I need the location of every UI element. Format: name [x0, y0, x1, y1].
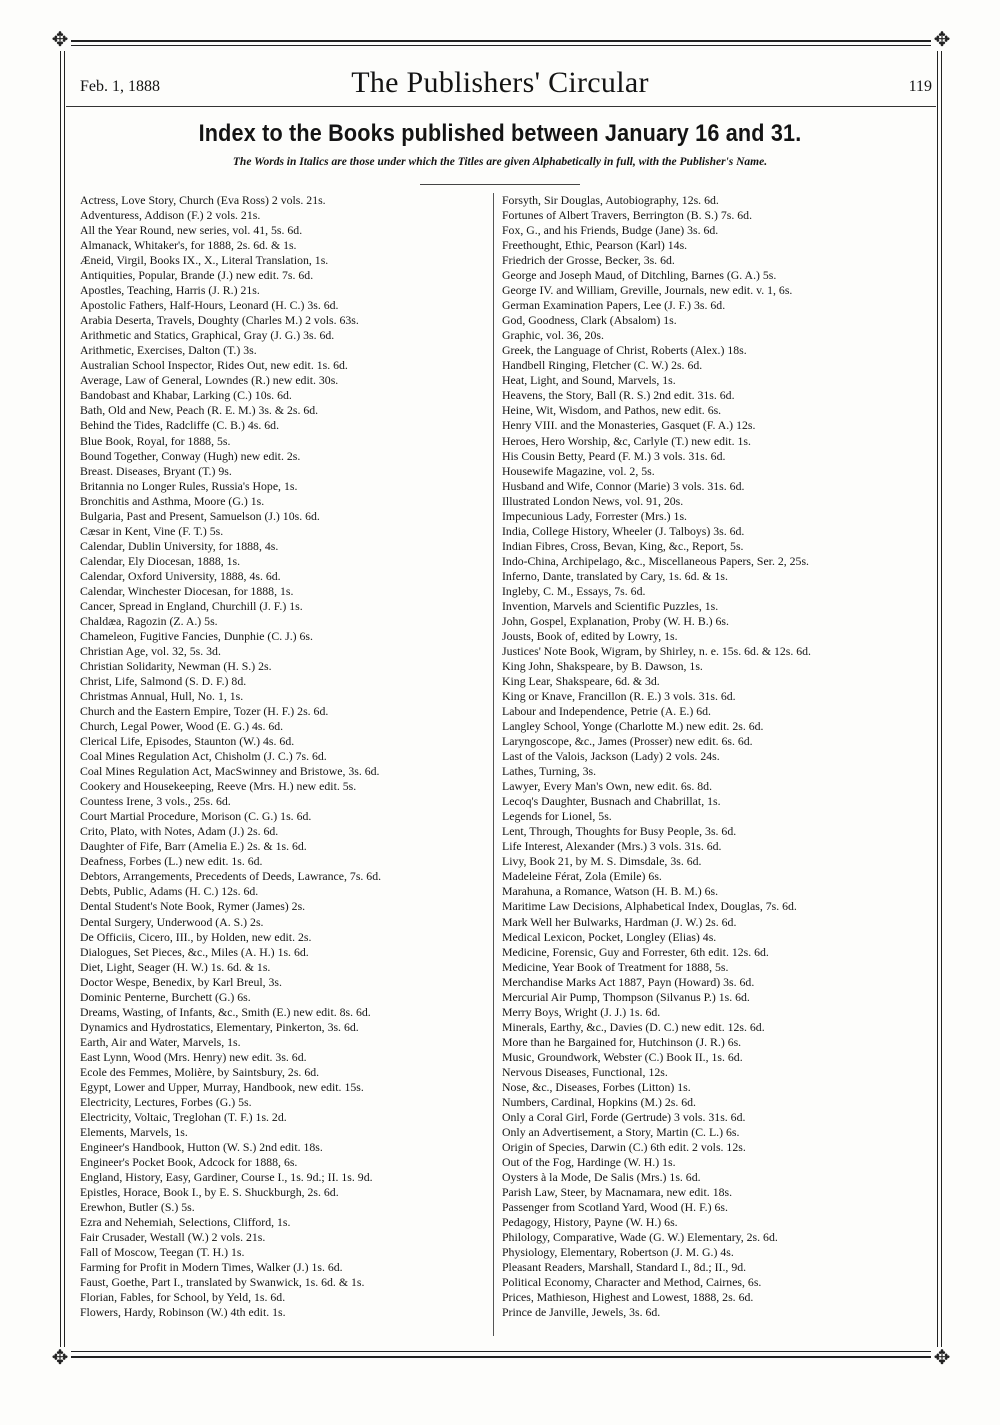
index-entry: Average, Law of General, Lowndes (R.) new edit. 30s. [80, 373, 339, 388]
index-entry: Labour and Independence, Petrie (A. E.) 6d. [502, 704, 711, 719]
index-entry: Political Economy, Character and Method, Cairnes, 6s. [502, 1275, 762, 1290]
corner-ornament-icon: ✥ [931, 1347, 953, 1369]
index-entry: Australian School Inspector, Rides Out, new edit. 1s. 6d. [80, 358, 348, 373]
index-entry: Bath, Old and New, Peach (R. E. M.) 3s. & 2s. 6d. [80, 403, 319, 418]
index-entry: Almanack, Whitaker's, for 1888, 2s. 6d. & 1s. [80, 238, 297, 253]
index-entry: Nervous Diseases, Functional, 12s. [502, 1064, 668, 1079]
index-entry: Freethought, Ethic, Pearson (Karl) 14s. [502, 238, 688, 253]
index-entry: East Lynn, Wood (Mrs. Henry) new edit. 3s. 6d. [80, 1049, 307, 1064]
index-entry: Coal Mines Regulation Act, Chisholm (J. C.) 7s. 6d. [80, 749, 327, 764]
index-entry: Bulgaria, Past and Present, Samuelson (J.) 10s. 6d. [80, 508, 320, 523]
index-entry: Bronchitis and Asthma, Moore (G.) 1s. [80, 493, 265, 508]
index-entry: Apostles, Teaching, Harris (J. R.) 21s. [80, 283, 260, 298]
index-entry: Arithmetic and Statics, Graphical, Gray (J. G.) 3s. 6d. [80, 328, 335, 343]
index-entry: Livy, Book 21, by M. S. Dimsdale, 3s. 6d. [502, 854, 702, 869]
index-entry: Chameleon, Fugitive Fancies, Dunphie (C. J.) 6s. [80, 628, 313, 643]
index-entry: India, College History, Wheeler (J. Talboys) 3s. 6d. [502, 523, 745, 538]
index-entry: Parish Law, Steer, by Macnamara, new edit. 18s. [502, 1185, 733, 1200]
index-entry: Heine, Wit, Wisdom, and Pathos, new edit. 6s. [502, 403, 722, 418]
index-entry: Church, Legal Power, Wood (E. G.) 4s. 6d. [80, 719, 284, 734]
index-entry: Minerals, Earthy, &c., Davies (D. C.) new edit. 12s. 6d. [502, 1019, 765, 1034]
index-entry: Heavens, the Story, Ball (R. S.) 2nd edit. 31s. 6d. [502, 388, 735, 403]
index-entry: More than he Bargained for, Hutchinson (J. R.) 6s. [502, 1034, 742, 1049]
index-entry: Mercurial Air Pump, Thompson (Silvanus P.) 1s. 6d. [502, 989, 750, 1004]
index-entry: Dynamics and Hydrostatics, Elementary, Pinkerton, 3s. 6d. [80, 1019, 359, 1034]
index-entry: Arabia Deserta, Travels, Doughty (Charles M.) 2 vols. 63s. [80, 313, 359, 328]
index-entry: Medicine, Year Book of Treatment for 1888, 5s. [502, 959, 729, 974]
index-entry: Cookery and Housekeeping, Reeve (Mrs. H.) new edit. 5s. [80, 779, 357, 794]
index-entry: Heroes, Hero Worship, &c, Carlyle (T.) new edit. 1s. [502, 433, 751, 448]
index-entry: Electricity, Voltaic, Treglohan (T. F.) 1s. 2d. [80, 1109, 287, 1124]
index-entry: Friedrich der Grosse, Becker, 3s. 6d. [502, 253, 675, 268]
index-entry: Faust, Goethe, Part I., translated by Swanwick, 1s. 6d. & 1s. [80, 1275, 365, 1290]
index-entry: Breast. Diseases, Bryant (T.) 9s. [80, 463, 232, 478]
index-entry: Only an Advertisement, a Story, Martin (C. L.) 6s. [502, 1124, 740, 1139]
index-entry: Deafness, Forbes (L.) new edit. 1s. 6d. [80, 854, 263, 869]
index-entry: Handbell Ringing, Fletcher (C. W.) 2s. 6d. [502, 358, 703, 373]
corner-ornament-icon: ✥ [49, 29, 71, 51]
index-entry: Arithmetic, Exercises, Dalton (T.) 3s. [80, 343, 257, 358]
index-entry: Fortunes of Albert Travers, Berrington (B. S.) 7s. 6d. [502, 208, 753, 223]
index-entry: Medicine, Forensic, Guy and Forrester, 6th edit. 12s. 6d. [502, 944, 769, 959]
index-entry: Pleasant Readers, Marshall, Standard I., 8d.; II., 9d. [502, 1260, 747, 1275]
border-top-inner-rule [60, 45, 942, 46]
index-entry: King John, Shakspeare, by B. Dawson, 1s. [502, 658, 703, 673]
index-entry: Medical Lexicon, Pocket, Longley (Elias) 4s. [502, 929, 717, 944]
index-entry: Crito, Plato, with Notes, Adam (J.) 2s. 6d. [80, 824, 279, 839]
index-entry: Illustrated London News, vol. 91, 20s. [502, 493, 684, 508]
index-entry: Jousts, Book of, edited by Lowry, 1s. [502, 628, 678, 643]
issue-date: Feb. 1, 1888 [80, 78, 160, 95]
border-top-rule [60, 40, 942, 42]
index-entry: Debtors, Arrangements, Precedents of Deeds, Lawrance, 7s. 6d. [80, 869, 382, 884]
index-entry: Inferno, Dante, translated by Cary, 1s. 6d. & 1s. [502, 568, 728, 583]
index-entry: Court Martial Procedure, Morison (C. G.) 1s. 6d. [80, 809, 312, 824]
index-entry: Apostolic Fathers, Half-Hours, Leonard (H. C.) 3s. 6d. [80, 298, 339, 313]
index-entry: Philology, Comparative, Wade (G. W.) Elementary, 2s. 6d. [502, 1230, 778, 1245]
index-entry: Life Interest, Alexander (Mrs.) 3 vols. 31s. 6d. [502, 839, 722, 854]
border-right-rule [941, 40, 942, 1358]
index-entry: Egypt, Lower and Upper, Murray, Handbook, new edit. 15s. [80, 1079, 364, 1094]
index-entry: Indo-China, Archipelago, &c., Miscellaneous Papers, Ser. 2, 25s. [502, 553, 809, 568]
index-entry: Merchandise Marks Act 1887, Payn (Howard) 3s. 6d. [502, 974, 755, 989]
index-entry: Prince de Janville, Jewels, 3s. 6d. [502, 1305, 661, 1320]
column-divider [493, 193, 494, 1336]
index-entry: Heat, Light, and Sound, Marvels, 1s. [502, 373, 676, 388]
index-entry: King Lear, Shakspeare, 6d. & 3d. [502, 674, 660, 688]
index-entry: Earth, Air and Water, Marvels, 1s. [80, 1034, 241, 1049]
index-entry: Henry VIII. and the Monasteries, Gasquet (F. A.) 12s. [502, 418, 756, 433]
index-entry: Diet, Light, Seager (H. W.) 1s. 6d. & 1s. [80, 959, 271, 974]
border-bottom-rule [60, 1356, 942, 1358]
index-entry: George and Joseph Maud, of Ditchling, Barnes (G. A.) 5s. [502, 268, 777, 283]
index-entry: Prices, Mathieson, Highest and Lowest, 1888, 2s. 6d. [502, 1290, 754, 1305]
index-entry: Florian, Fables, for School, by Yeld, 1s. 6d. [80, 1290, 286, 1305]
index-heading: Index to the Books published between January 16 and 31. [198, 120, 802, 147]
index-entry: Lecoq's Daughter, Busnach and Chabrillat, 1s. [502, 794, 721, 809]
index-entry: Erewhon, Butler (S.) 5s. [80, 1200, 195, 1215]
index-entry: Elements, Marvels, 1s. [80, 1124, 188, 1139]
index-entry: Bound Together, Conway (Hugh) new edit. 2s. [80, 448, 301, 463]
index-entry: Calendar, Ely Diocesan, 1888, 1s. [80, 553, 241, 568]
index-entry: Ecole des Femmes, Molière, by Saintsbury, 2s. 6d. [80, 1064, 320, 1079]
journal-title: The Publishers' Circular [351, 66, 649, 99]
index-entry: Bandobast and Khabar, Larking (C.) 10s. 6d. [80, 388, 292, 403]
index-entry: England, History, Easy, Gardiner, Course I., 1s. 9d.; II. 1s. 9d. [80, 1170, 373, 1185]
index-entry: Ezra and Nehemiah, Selections, Clifford, 1s. [80, 1215, 291, 1230]
index-entry: Physiology, Elementary, Robertson (J. M. G.) 4s. [502, 1245, 734, 1260]
index-entry: Mark Well her Bulwarks, Hardman (J. W.) 2s. 6d. [502, 914, 737, 929]
index-entry: All the Year Round, new series, vol. 41, 5s. 6d. [80, 223, 303, 238]
index-entry: Daughter of Fife, Barr (Amelia E.) 2s. & 1s. 6d. [80, 839, 307, 854]
index-entry: Merry Boys, Wright (J. J.) 1s. 6d. [502, 1004, 661, 1019]
index-entry: George IV. and William, Greville, Journals, new edit. v. 1, 6s. [502, 283, 793, 298]
index-entry: Laryngoscope, &c., James (Prosser) new edit. 6s. 6d. [502, 734, 753, 749]
index-entry: Music, Groundwork, Webster (C.) Book II., 1s. 6d. [502, 1049, 743, 1064]
border-left-rule [60, 40, 61, 1358]
header-rule [66, 106, 936, 107]
index-entry: Fox, G., and his Friends, Budge (Jane) 3s. 6d. [502, 223, 719, 238]
index-entry: Britannia no Longer Rules, Russia's Hope, 1s. [80, 478, 298, 493]
index-entry: Christian Solidarity, Newman (H. S.) 2s. [80, 658, 272, 673]
border-bottom-inner-rule [60, 1351, 942, 1352]
index-entry: Countess Irene, 3 vols., 25s. 6d. [80, 794, 231, 809]
index-entry: Christian Age, vol. 32, 5s. 3d. [80, 643, 221, 658]
index-entry: Æneid, Virgil, Books IX., X., Literal Translation, 1s. [80, 253, 329, 268]
index-entry: Church and the Eastern Empire, Tozer (H. F.) 2s. 6d. [80, 704, 329, 719]
index-entry: Forsyth, Sir Douglas, Autobiography, 12s. 6d. [502, 193, 719, 207]
index-entry: Dental Surgery, Underwood (A. S.) 2s. [80, 914, 264, 929]
index-entry: Cæsar in Kent, Vine (F. T.) 5s. [80, 523, 224, 538]
index-entry: Legends for Lionel, 5s. [502, 809, 612, 824]
index-entry: Ingleby, C. M., Essays, 7s. 6d. [502, 583, 646, 598]
index-column-right [502, 193, 924, 1320]
index-entry: God, Goodness, Clark (Absalom) 1s. [502, 313, 677, 328]
index-entry: Epistles, Horace, Book I., by E. S. Shuckburgh, 2s. 6d. [80, 1185, 339, 1200]
index-entry: Engineer's Handbook, Hutton (W. S.) 2nd edit. 18s. [80, 1139, 323, 1154]
index-entry: Husband and Wife, Connor (Marie) 3 vols. 31s. 6d. [502, 478, 745, 493]
index-entry: Impecunious Lady, Forrester (Mrs.) 1s. [502, 508, 687, 523]
index-entry: Farming for Profit in Modern Times, Walker (J.) 1s. 6d. [80, 1260, 343, 1275]
index-entry: Only a Coral Girl, Forde (Gertrude) 3 vols. 31s. 6d. [502, 1109, 746, 1124]
index-entry: Blue Book, Royal, for 1888, 5s. [80, 433, 231, 448]
index-entry: Actress, Love Story, Church (Eva Ross) 2 vols. 21s. [80, 193, 326, 207]
index-entry: Justices' Note Book, Wigram, by Shirley, n. e. 15s. 6d. & 12s. 6d. [502, 643, 812, 658]
index-entry: Numbers, Cardinal, Hopkins (M.) 2s. 6d. [502, 1094, 696, 1109]
index-entry: Adventuress, Addison (F.) 2 vols. 21s. [80, 208, 261, 223]
index-entry: Invention, Marvels and Scientific Puzzles, 1s. [502, 598, 719, 613]
index-entry: Housewife Magazine, vol. 2, 5s. [502, 463, 655, 478]
index-entry: Cancer, Spread in England, Churchill (J. F.) 1s. [80, 598, 303, 613]
index-entry: Madeleine Férat, Zola (Emile) 6s. [502, 869, 662, 884]
index-entry: His Cousin Betty, Peard (F. M.) 3 vols. 31s. 6d. [502, 448, 726, 463]
index-entry: Origin of Species, Darwin (C.) 6th edit. 2 vols. 12s. [502, 1139, 746, 1154]
index-entry: Christ, Life, Salmond (S. D. F.) 8d. [80, 674, 247, 688]
index-entry: Dominic Penterne, Burchett (G.) 6s. [80, 989, 251, 1004]
index-entry: Indian Fibres, Cross, Bevan, King, &c., Report, 5s. [502, 538, 744, 553]
index-entry: Flowers, Hardy, Robinson (W.) 4th edit. 1s. [80, 1305, 286, 1320]
index-entry: Calendar, Winchester Diocesan, for 1888, 1s. [80, 583, 294, 598]
corner-ornament-icon: ✥ [49, 1347, 71, 1369]
index-entry: Lawyer, Every Man's Own, new edit. 6s. 8d. [502, 779, 713, 794]
index-entry: Behind the Tides, Radcliffe (C. B.) 4s. 6d. [80, 418, 280, 433]
index-entry: Calendar, Dublin University, for 1888, 4s. [80, 538, 279, 553]
index-entry: Dental Student's Note Book, Rymer (James) 2s. [80, 899, 306, 914]
index-entry: Engineer's Pocket Book, Adcock for 1888, 6s. [80, 1155, 298, 1169]
index-entry: Langley School, Yonge (Charlotte M.) new edit. 2s. 6d. [502, 719, 764, 734]
index-subheading: The Words in Italics are those under which the Titles are given Alphabetically in full, with the Publisher's Name. [232, 156, 768, 168]
index-entry: Nose, &c., Diseases, Forbes (Litton) 1s. [502, 1079, 691, 1094]
index-entry: Passenger from Scotland Yard, Wood (H. F.) 6s. [502, 1200, 728, 1215]
index-entry: Doctor Wespe, Benedix, by Karl Breul, 3s. [80, 974, 282, 989]
index-entry: Lent, Through, Thoughts for Busy People, 3s. 6d. [502, 824, 737, 839]
index-entry: King or Knave, Francillon (R. E.) 3 vols. 31s. 6d. [502, 689, 736, 704]
index-column-left [80, 193, 500, 1320]
index-entry: John, Gospel, Explanation, Proby (W. H. B.) 6s. [502, 613, 729, 628]
index-entry: Chaldæa, Ragozin (Z. A.) 5s. [80, 613, 218, 628]
index-entry: Oysters à la Mode, De Salis (Mrs.) 1s. 6d. [502, 1170, 701, 1185]
index-entry: Debts, Public, Adams (H. C.) 12s. 6d. [80, 884, 259, 899]
border-left-inner-rule [64, 40, 65, 1358]
index-entry: Maritime Law Decisions, Alphabetical Index, Douglas, 7s. 6d. [502, 899, 797, 914]
heading-divider [420, 184, 580, 185]
index-entry: Clerical Life, Episodes, Staunton (W.) 4s. 6d. [80, 734, 295, 749]
page-number: 119 [908, 78, 932, 95]
index-entry: Lathes, Turning, 3s. [502, 764, 597, 779]
index-entry: Fair Crusader, Westall (W.) 2 vols. 21s. [80, 1230, 266, 1245]
index-entry: German Examination Papers, Lee (J. F.) 3s. 6d. [502, 298, 726, 313]
corner-ornament-icon: ✥ [931, 29, 953, 51]
index-entry: Marahuna, a Romance, Watson (H. B. M.) 6s. [502, 884, 719, 899]
index-entry: Graphic, vol. 36, 20s. [502, 328, 604, 343]
index-entry: Last of the Valois, Jackson (Lady) 2 vols. 24s. [502, 749, 720, 764]
index-entry: Greek, the Language of Christ, Roberts (Alex.) 18s. [502, 343, 747, 358]
index-entry: Calendar, Oxford University, 1888, 4s. 6d. [80, 568, 281, 583]
index-entry: Dreams, Wasting, of Infants, &c., Smith (E.) new edit. 8s. 6d. [80, 1004, 371, 1019]
index-entry: Pedagogy, History, Payne (W. H.) 6s. [502, 1215, 678, 1230]
index-entry: Dialogues, Set Pieces, &c., Miles (A. H.) 1s. 6d. [80, 944, 309, 959]
index-entry: Electricity, Lectures, Forbes (G.) 5s. [80, 1094, 252, 1109]
index-entry: Antiquities, Popular, Brande (J.) new edit. 7s. 6d. [80, 268, 314, 283]
index-entry: Coal Mines Regulation Act, MacSwinney and Bristowe, 3s. 6d. [80, 764, 380, 779]
border-right-inner-rule [937, 40, 938, 1358]
index-entry: De Officiis, Cicero, III., by Holden, new edit. 2s. [80, 929, 312, 944]
index-entry: Fall of Moscow, Teegan (T. H.) 1s. [80, 1245, 245, 1260]
index-entry: Christmas Annual, Hull, No. 1, 1s. [80, 689, 244, 704]
index-entry: Out of the Fog, Hardinge (W. H.) 1s. [502, 1155, 676, 1169]
